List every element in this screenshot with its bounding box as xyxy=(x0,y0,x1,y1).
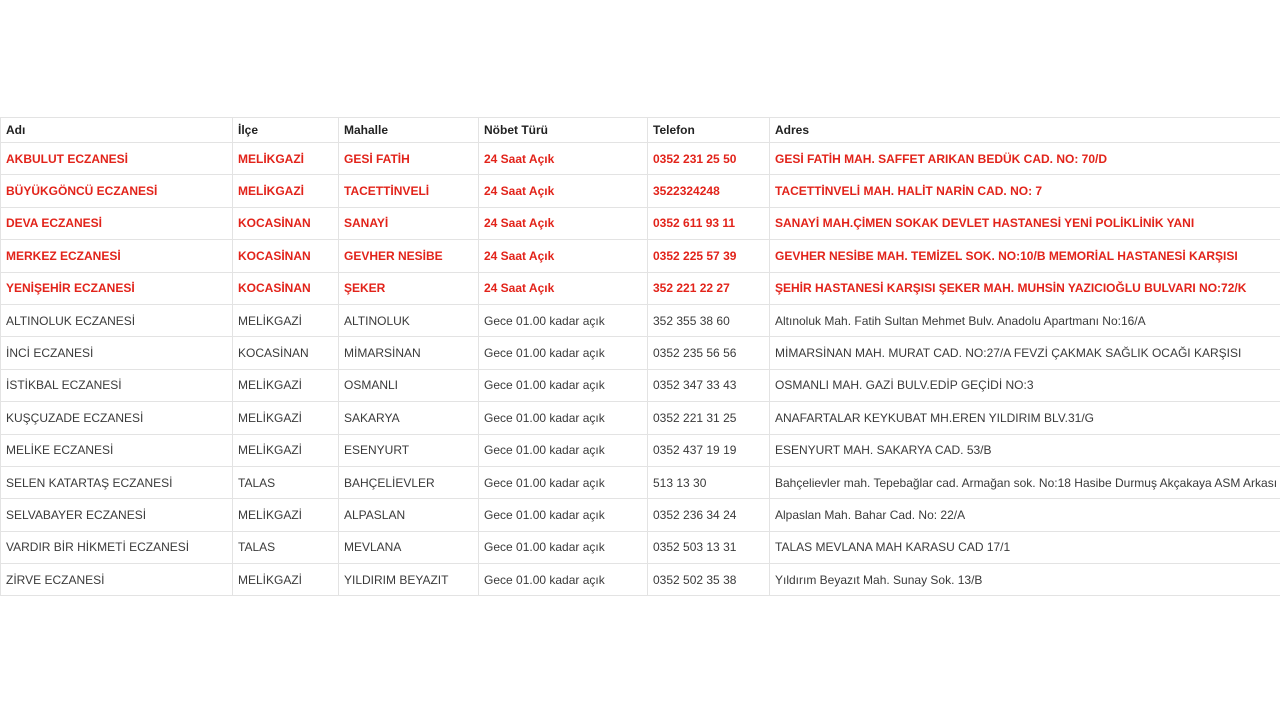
table-row xyxy=(1,337,1280,369)
duty-type-cell: Gece 01.00 kadar açık xyxy=(479,337,648,369)
pharmacy-name-cell: BÜYÜKGÖNCÜ ECZANESİ xyxy=(1,175,233,207)
duty-type-cell: Gece 01.00 kadar açık xyxy=(479,434,648,466)
address-cell: MİMARSİNAN MAH. MURAT CAD. NO:27/A FEVZİ ÇAKMAK SAĞLIK OCAĞI KARŞISI xyxy=(770,337,1280,369)
duty-type-cell: 24 Saat Açık xyxy=(479,143,648,175)
table-header-row xyxy=(1,118,1280,143)
phone-cell: 0352 235 56 56 xyxy=(648,337,770,369)
pharmacy-name-cell: KUŞÇUZADE ECZANESİ xyxy=(1,402,233,434)
neighborhood-cell: BAHÇELİEVLER xyxy=(339,466,479,498)
header-district: İlçe xyxy=(233,118,339,143)
phone-cell: 0352 437 19 19 xyxy=(648,434,770,466)
phone-cell: 513 13 30 xyxy=(648,466,770,498)
table-row xyxy=(1,240,1280,272)
header-phone: Telefon xyxy=(648,118,770,143)
address-cell: SANAYİ MAH.ÇİMEN SOKAK DEVLET HASTANESİ YENİ POLİKLİNİK YANI xyxy=(770,207,1280,239)
duty-type-cell: 24 Saat Açık xyxy=(479,175,648,207)
neighborhood-cell: YILDIRIM BEYAZIT xyxy=(339,564,479,596)
address-cell: OSMANLI MAH. GAZİ BULV.EDİP GEÇİDİ NO:3 xyxy=(770,369,1280,401)
pharmacy-name-cell: VARDIR BİR HİKMETİ ECZANESİ xyxy=(1,531,233,563)
phone-cell: 352 221 22 27 xyxy=(648,272,770,304)
duty-type-cell: Gece 01.00 kadar açık xyxy=(479,369,648,401)
address-cell: TALAS MEVLANA MAH KARASU CAD 17/1 xyxy=(770,531,1280,563)
district-cell: KOCASİNAN xyxy=(233,240,339,272)
phone-cell: 352 355 38 60 xyxy=(648,304,770,336)
district-cell: TALAS xyxy=(233,466,339,498)
neighborhood-cell: TACETTİNVELİ xyxy=(339,175,479,207)
duty-type-cell: Gece 01.00 kadar açık xyxy=(479,564,648,596)
district-cell: MELİKGAZİ xyxy=(233,402,339,434)
phone-cell: 0352 221 31 25 xyxy=(648,402,770,434)
address-cell: Bahçelievler mah. Tepebağlar cad. Armağan sok. No:18 Hasibe Durmuş Akçakaya ASM Arkası xyxy=(770,466,1280,498)
table-row xyxy=(1,466,1280,498)
table-row xyxy=(1,175,1280,207)
phone-cell: 0352 231 25 50 xyxy=(648,143,770,175)
neighborhood-cell: MİMARSİNAN xyxy=(339,337,479,369)
district-cell: MELİKGAZİ xyxy=(233,499,339,531)
header-name: Adı xyxy=(1,118,233,143)
table-row xyxy=(1,207,1280,239)
phone-cell: 0352 236 34 24 xyxy=(648,499,770,531)
address-cell: ANAFARTALAR KEYKUBAT MH.EREN YILDIRIM BLV.31/G xyxy=(770,402,1280,434)
pharmacy-name-cell: AKBULUT ECZANESİ xyxy=(1,143,233,175)
header-address: Adres xyxy=(770,118,1280,143)
district-cell: MELİKGAZİ xyxy=(233,143,339,175)
phone-cell: 3522324248 xyxy=(648,175,770,207)
address-cell: ŞEHİR HASTANESİ KARŞISI ŞEKER MAH. MUHSİN YAZICIOĞLU BULVARI NO:72/K xyxy=(770,272,1280,304)
neighborhood-cell: MEVLANA xyxy=(339,531,479,563)
pharmacy-name-cell: SELEN KATARTAŞ ECZANESİ xyxy=(1,466,233,498)
neighborhood-cell: GESİ FATİH xyxy=(339,143,479,175)
district-cell: MELİKGAZİ xyxy=(233,434,339,466)
pharmacy-name-cell: İNCİ ECZANESİ xyxy=(1,337,233,369)
phone-cell: 0352 503 13 31 xyxy=(648,531,770,563)
district-cell: KOCASİNAN xyxy=(233,272,339,304)
district-cell: KOCASİNAN xyxy=(233,337,339,369)
pharmacy-table-container xyxy=(0,117,1280,596)
neighborhood-cell: ALPASLAN xyxy=(339,499,479,531)
address-cell: GEVHER NESİBE MAH. TEMİZEL SOK. NO:10/B MEMORİAL HASTANESİ KARŞISI xyxy=(770,240,1280,272)
table-row xyxy=(1,499,1280,531)
address-cell: ESENYURT MAH. SAKARYA CAD. 53/B xyxy=(770,434,1280,466)
address-cell: Yıldırım Beyazıt Mah. Sunay Sok. 13/B xyxy=(770,564,1280,596)
neighborhood-cell: ALTINOLUK xyxy=(339,304,479,336)
table-row xyxy=(1,272,1280,304)
table-row xyxy=(1,434,1280,466)
phone-cell: 0352 502 35 38 xyxy=(648,564,770,596)
district-cell: MELİKGAZİ xyxy=(233,175,339,207)
phone-cell: 0352 347 33 43 xyxy=(648,369,770,401)
address-cell: TACETTİNVELİ MAH. HALİT NARİN CAD. NO: 7 xyxy=(770,175,1280,207)
table-row xyxy=(1,402,1280,434)
neighborhood-cell: SAKARYA xyxy=(339,402,479,434)
table-row xyxy=(1,143,1280,175)
duty-type-cell: 24 Saat Açık xyxy=(479,240,648,272)
address-cell: Altınoluk Mah. Fatih Sultan Mehmet Bulv. Anadolu Apartmanı No:16/A xyxy=(770,304,1280,336)
duty-type-cell: 24 Saat Açık xyxy=(479,272,648,304)
pharmacy-name-cell: MERKEZ ECZANESİ xyxy=(1,240,233,272)
district-cell: TALAS xyxy=(233,531,339,563)
duty-type-cell: Gece 01.00 kadar açık xyxy=(479,466,648,498)
duty-type-cell: 24 Saat Açık xyxy=(479,207,648,239)
table-row xyxy=(1,369,1280,401)
phone-cell: 0352 611 93 11 xyxy=(648,207,770,239)
duty-type-cell: Gece 01.00 kadar açık xyxy=(479,531,648,563)
duty-type-cell: Gece 01.00 kadar açık xyxy=(479,402,648,434)
table-body xyxy=(1,143,1280,596)
district-cell: MELİKGAZİ xyxy=(233,564,339,596)
table-row xyxy=(1,531,1280,563)
table-row xyxy=(1,564,1280,596)
duty-type-cell: Gece 01.00 kadar açık xyxy=(479,499,648,531)
pharmacy-table xyxy=(0,117,1280,596)
pharmacy-name-cell: ALTINOLUK ECZANESİ xyxy=(1,304,233,336)
neighborhood-cell: ESENYURT xyxy=(339,434,479,466)
neighborhood-cell: OSMANLI xyxy=(339,369,479,401)
district-cell: MELİKGAZİ xyxy=(233,369,339,401)
pharmacy-name-cell: ZİRVE ECZANESİ xyxy=(1,564,233,596)
pharmacy-name-cell: MELİKE ECZANESİ xyxy=(1,434,233,466)
table-row xyxy=(1,304,1280,336)
neighborhood-cell: ŞEKER xyxy=(339,272,479,304)
pharmacy-name-cell: İSTİKBAL ECZANESİ xyxy=(1,369,233,401)
phone-cell: 0352 225 57 39 xyxy=(648,240,770,272)
duty-type-cell: Gece 01.00 kadar açık xyxy=(479,304,648,336)
address-cell: Alpaslan Mah. Bahar Cad. No: 22/A xyxy=(770,499,1280,531)
district-cell: KOCASİNAN xyxy=(233,207,339,239)
neighborhood-cell: GEVHER NESİBE xyxy=(339,240,479,272)
pharmacy-name-cell: DEVA ECZANESİ xyxy=(1,207,233,239)
header-duty-type: Nöbet Türü xyxy=(479,118,648,143)
address-cell: GESİ FATİH MAH. SAFFET ARIKAN BEDÜK CAD. NO: 70/D xyxy=(770,143,1280,175)
neighborhood-cell: SANAYİ xyxy=(339,207,479,239)
header-neighborhood: Mahalle xyxy=(339,118,479,143)
pharmacy-name-cell: SELVABAYER ECZANESİ xyxy=(1,499,233,531)
district-cell: MELİKGAZİ xyxy=(233,304,339,336)
pharmacy-name-cell: YENİŞEHİR ECZANESİ xyxy=(1,272,233,304)
